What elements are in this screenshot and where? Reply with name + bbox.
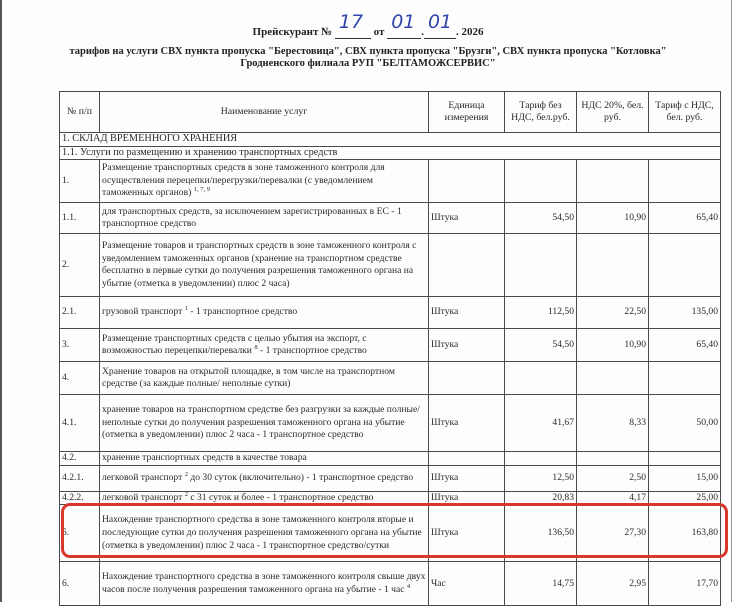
vat: 22,50 <box>577 297 649 329</box>
section-row <box>60 133 721 147</box>
service-name: легковой транспорт $^2$ с 31 суток и более - 1 транспортное средство <box>100 491 429 505</box>
table-row <box>60 297 721 329</box>
unit: Штука <box>429 395 505 452</box>
tariff-with-vat: 50,00 <box>649 395 721 452</box>
service-name: для транспортных средств, за исключением зарегистрированных в ЕС - 1 транспортное средство <box>100 203 429 234</box>
unit <box>429 160 505 203</box>
service-name: грузовой транспорт $^1$ - 1 транспортное средство <box>100 297 429 329</box>
table-header-row <box>60 92 721 133</box>
tariff-with-vat <box>649 234 721 297</box>
tariff-with-vat <box>649 362 721 395</box>
handwritten-day: 01 <box>391 11 416 33</box>
tariff-with-vat: 25,00 <box>649 491 721 505</box>
vat <box>577 160 649 203</box>
tariff-without-vat: 54,50 <box>505 203 577 234</box>
row-number: 1. <box>60 160 100 203</box>
tariff-without-vat: 20,83 <box>505 491 577 505</box>
row-number: 4.1. <box>60 395 100 452</box>
row-number: 1.1. <box>60 203 100 234</box>
subtitle-line-2: Гродненского филиала РУП "БЕЛТАМОЖСЕРВИС" <box>240 58 496 69</box>
vat <box>577 234 649 297</box>
service-name: Размещение товаров и транспортных средств в зоне таможенного контроля с уведомлением таможенных органов (хранение на транспортном средстве бесплатно в первые сутки до получения разрешения таможенного органа на убытие (отметка в уведомлении) плюс 2 часа) <box>100 234 429 297</box>
tariff-without-vat: 14,75 <box>505 562 577 606</box>
service-name: Нахождение транспортного средства в зоне таможенного контроля свыше двух часов после получения разрешения таможенного органа на убытие - 1 час $^4$ <box>100 562 429 606</box>
vat <box>577 452 649 466</box>
tariff-without-vat: 136,50 <box>505 505 577 562</box>
row-number: 2. <box>60 234 100 297</box>
footnote-ref: 2 <box>184 491 188 498</box>
tariff-without-vat <box>505 452 577 466</box>
handwritten-number: 17 <box>338 11 364 33</box>
footnote-ref: 8 <box>254 344 258 351</box>
row-number: 4.2.1. <box>60 465 100 491</box>
row-number: 2.1. <box>60 297 100 329</box>
unit: Штука <box>429 505 505 562</box>
price-list-label: Прейскурант № <box>252 26 333 38</box>
unit: Штука <box>429 329 505 362</box>
service-name: хранение транспортных средств в качестве товара <box>100 452 429 466</box>
tariff-without-vat <box>505 160 577 203</box>
tariff-with-vat <box>649 452 721 466</box>
price-list-title: Прейскурант № 17 от 01 . 01 . 2026 <box>252 11 484 38</box>
service-name: Размещение транспортных средств в зоне таможенного контроля для осуществления перецепки/перегрузки/перевалки (с уведомлением таможенных органов) $^{1, 7, 9}$ <box>100 160 429 203</box>
subtitle-line-1: тарифов на услуги СВХ пункта пропуска "Берестовица", СВХ пункта пропуска "Брузги", СВХ пункта пропуска "Котловка" <box>69 46 667 57</box>
table-row <box>60 395 721 452</box>
column-header-tariff-with-vat: Тариф с НДС, бел. руб. <box>649 92 721 133</box>
unit <box>429 234 505 297</box>
date-year: . 2026 <box>455 26 484 38</box>
tariff-with-vat: 163,80 <box>649 505 721 562</box>
column-header-number: № п/п <box>60 92 100 133</box>
tariff-without-vat: 41,67 <box>505 395 577 452</box>
tariff-without-vat: 54,50 <box>505 329 577 362</box>
handwritten-month: 01 <box>427 11 453 33</box>
tariff-without-vat: 112,50 <box>505 297 577 329</box>
unit: Штука <box>429 203 505 234</box>
unit: Штука <box>429 297 505 329</box>
from-label: от <box>373 26 385 38</box>
unit: Штука <box>429 491 505 505</box>
row-number: 4.2.2. <box>60 491 100 505</box>
table-row <box>60 329 721 362</box>
footnote-ref: 1, 7, 9 <box>193 186 210 194</box>
vat: 10,90 <box>577 329 649 362</box>
vat: 2,50 <box>577 465 649 491</box>
price-list-number-field <box>335 11 371 39</box>
tariff-without-vat <box>505 362 577 395</box>
date-month-field <box>424 11 456 39</box>
row-number: 4. <box>60 362 100 395</box>
vat: 10,90 <box>577 203 649 234</box>
unit: Час <box>429 562 505 606</box>
table-row <box>60 491 721 505</box>
table-row-highlighted <box>60 505 721 562</box>
unit <box>429 362 505 395</box>
tariff-table <box>59 91 721 606</box>
tariff-with-vat: 65,40 <box>649 203 721 234</box>
subsection-title: 1.1. Услуги по размещению и хранению транспортных средств <box>60 146 721 160</box>
footnote-ref: 4 <box>406 582 411 590</box>
unit: Штука <box>429 465 505 491</box>
section-title: 1. СКЛАД ВРЕМЕННОГО ХРАНЕНИЯ <box>60 133 721 147</box>
service-name: Хранение товаров на открытой площадке, в том числе на транспортном средстве (за каждые полные/ неполные сутки) <box>100 362 429 395</box>
tariff-without-vat <box>505 234 577 297</box>
column-header-service-name: Наименование услуг <box>100 92 429 133</box>
subsection-row <box>60 146 721 160</box>
row-number: 6. <box>60 562 100 606</box>
column-header-vat: НДС 20%, бел. руб. <box>577 92 649 133</box>
vat: 4,17 <box>577 491 649 505</box>
table-row <box>60 160 721 203</box>
vat: 8,33 <box>577 395 649 452</box>
table-row <box>60 203 721 234</box>
vat <box>577 362 649 395</box>
row-number: 5. <box>60 505 100 562</box>
service-name: хранение товаров на транспортном средстве без разгрузки за каждые полные/неполные сутки до получения разрешения таможенного органа на убытие (отметка в уведомлении) плюс 2 часа - 1 транспортное средство <box>100 395 429 452</box>
table-row <box>60 234 721 297</box>
vat: 2,95 <box>577 562 649 606</box>
tariff-with-vat: 65,40 <box>649 329 721 362</box>
table-row <box>60 465 721 491</box>
unit <box>429 452 505 466</box>
vat: 27,30 <box>577 505 649 562</box>
footnote-ref: 1 <box>184 305 188 313</box>
table-row <box>60 362 721 395</box>
service-name: легковой транспорт $^2$ до 30 суток (включительно) - 1 транспортное средство <box>100 465 429 491</box>
tariff-with-vat: 15,00 <box>649 465 721 491</box>
table-row <box>60 562 721 606</box>
column-header-tariff-without-vat: Тариф без НДС, бел.руб. <box>505 92 577 133</box>
column-header-unit: Единица измерения <box>429 92 505 133</box>
tariff-without-vat: 12,50 <box>505 465 577 491</box>
service-name: Размещение транспортных средств с целью убытия на экспорт, с возможностью перецепки/перевалки $^8$ - 1 транспортное средство <box>100 329 429 362</box>
row-number: 3. <box>60 329 100 362</box>
service-name: Нахождение транспортного средства в зоне таможенного контроля вторые и последующие сутки до получения разрешения таможенного органа на убытие (отметка в уведомлении) плюс 2 часа - 1 транспортное средство/сутки <box>100 505 429 562</box>
tariff-with-vat: 17,70 <box>649 562 721 606</box>
tariff-with-vat: 135,00 <box>649 297 721 329</box>
row-number: 4.2. <box>60 452 100 466</box>
tariff-with-vat <box>649 160 721 203</box>
footnote-ref: 2 <box>184 470 188 478</box>
table-row <box>60 452 721 466</box>
date-day-field <box>387 11 421 39</box>
